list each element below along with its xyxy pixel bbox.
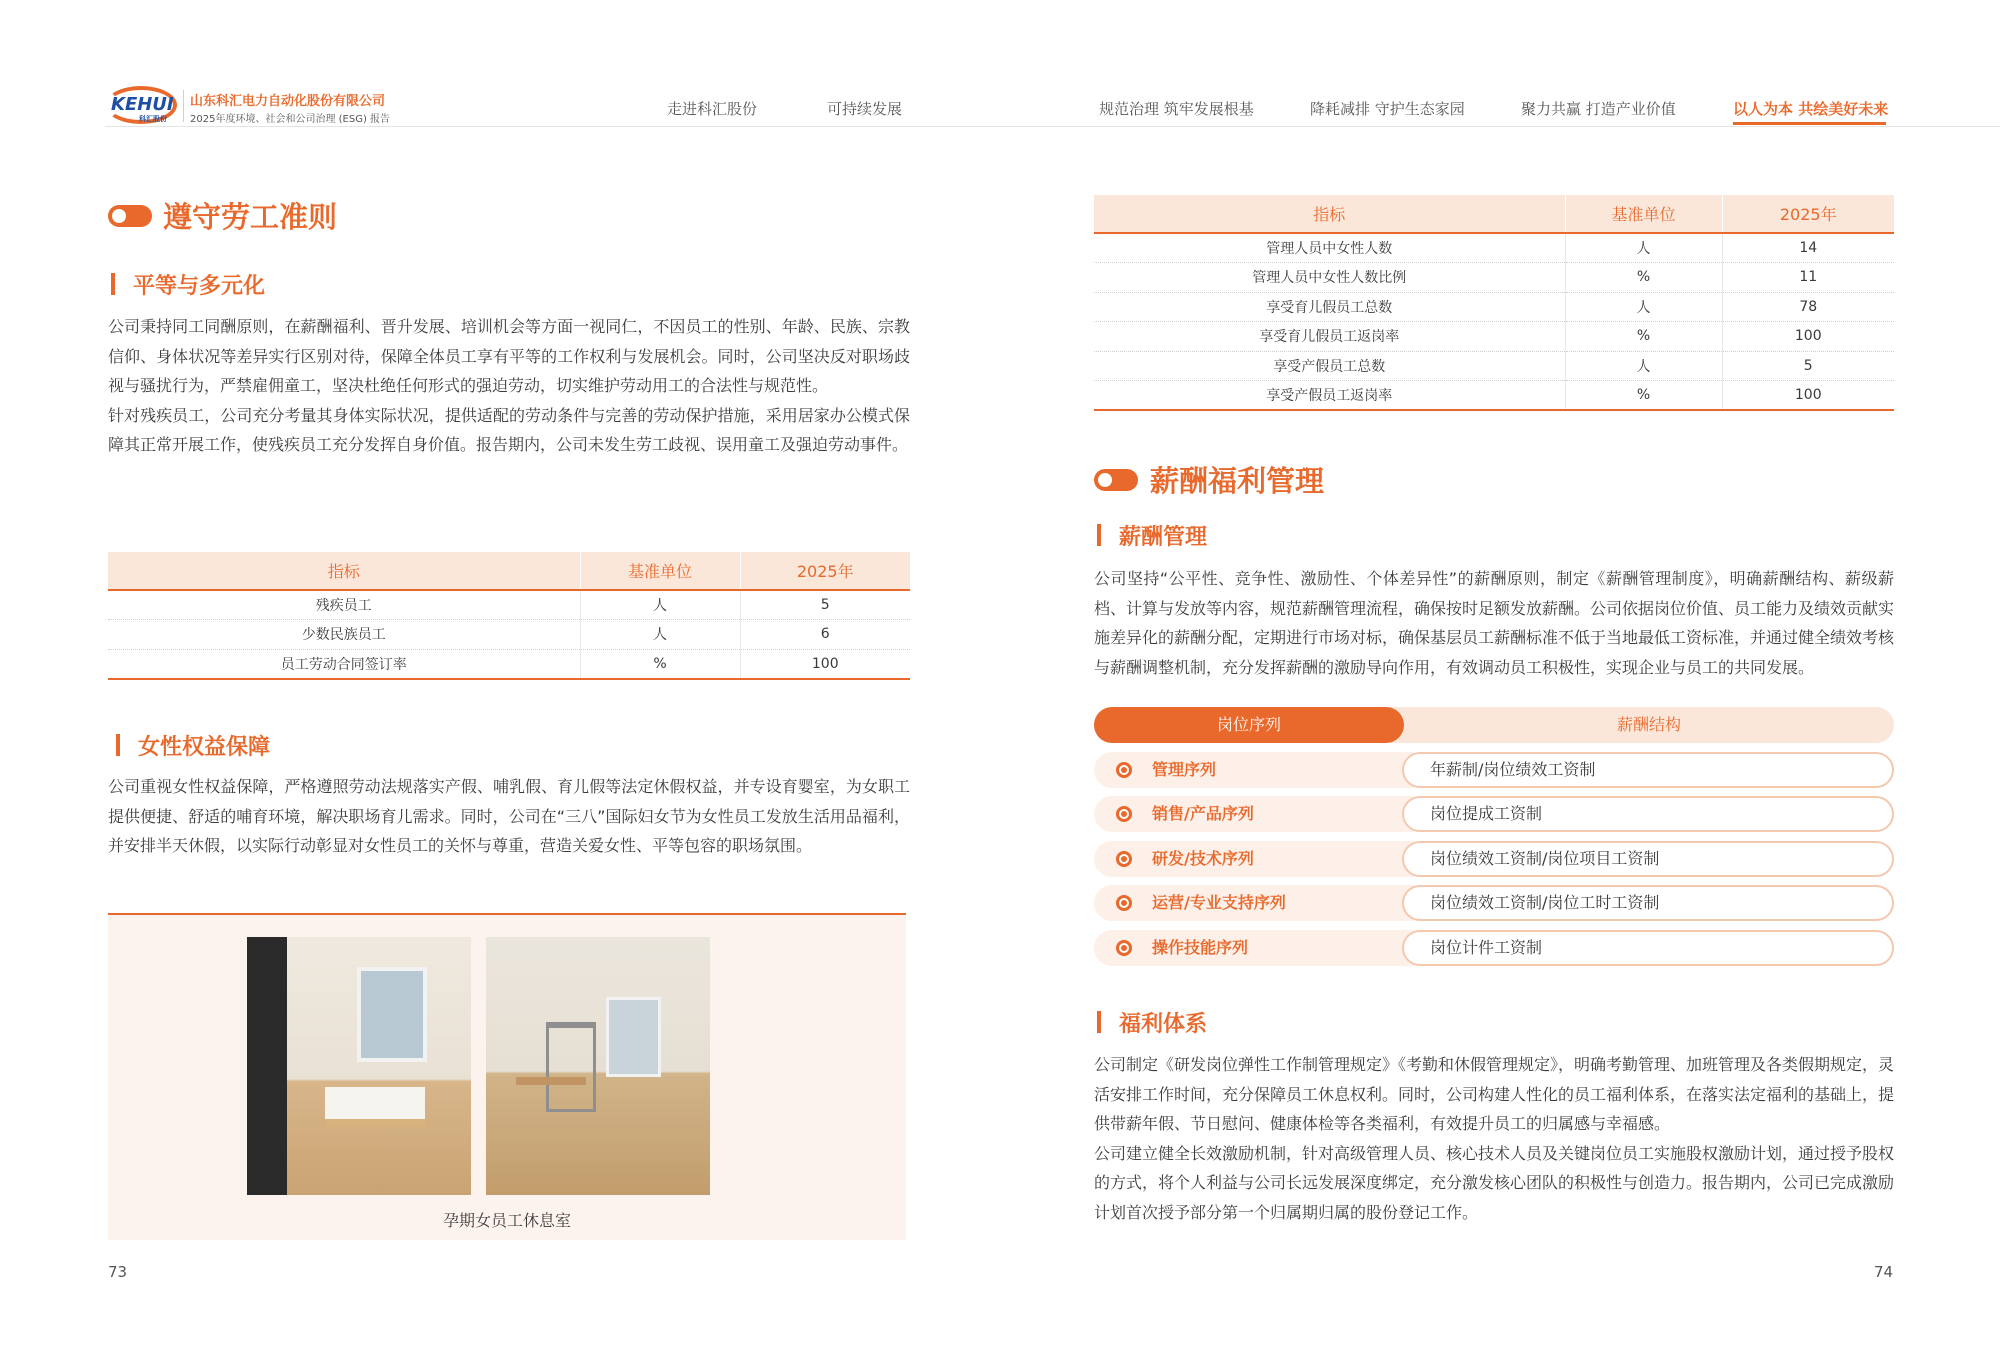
radio-dot-icon xyxy=(1116,806,1132,822)
table-cell: 人 xyxy=(1565,233,1722,263)
table-header-indicator: 指标 xyxy=(1094,195,1565,233)
table-row xyxy=(1094,381,1894,411)
page-number-right: 74 xyxy=(1874,1263,1894,1281)
table-cell: 享受育儿假员工返岗率 xyxy=(1094,322,1565,352)
nav-about[interactable]: 走进科汇股份 xyxy=(667,100,758,118)
table-cell: 78 xyxy=(1722,292,1894,322)
logo-subtext: 科汇股份 xyxy=(139,115,167,123)
table-cell: 享受产假员工总数 xyxy=(1094,351,1565,381)
company-name: 山东科汇电力自动化股份有限公司 xyxy=(190,94,386,109)
table-cell: 14 xyxy=(1722,233,1894,263)
company-logo xyxy=(105,86,177,124)
structure-sequence-cell xyxy=(1094,841,1414,877)
structure-sequence-cell xyxy=(1094,930,1414,966)
photo-caption: 孕期女员工休息室 xyxy=(442,1211,571,1230)
women-paragraph-1: 公司重视女性权益保障，严格遵照劳动法规落实产假、哺乳假、育儿假等法定休假权益，并专设育婴室，为女职工提供便捷、舒适的哺育环境，解决职场育儿需求。同时，公司在“三八”国际妇女节为女性员工发放生活用品福利，并安排半天休假，以实际行动彰显对女性员工的关怀与尊重，营造关爱女性、平等包容的职场氛围。 xyxy=(108,777,910,855)
subsection-bar xyxy=(111,273,115,295)
subsection-title-welfare: 福利体系 xyxy=(1119,1012,1208,1037)
salary-paragraph-1: 公司坚持“公平性、竞争性、激励性、个体差异性”的薪酬原则，制定《薪酬管理制度》，明确薪酬结构、薪级薪档、计算与发放等内容，规范薪酬管理流程，确保按时足额发放薪酬。公司依据岗位价值、员工能力及绩效贡献实施差异化的薪酬分配，定期进行市场对标，确保基层员工薪酬标准不低于当地最低工资标准，并通过健全绩效考核与薪酬调整机制，充分发挥薪酬的激励导向作用，有效调动员工积极性，实现企业与员工的共同发展。 xyxy=(1094,569,1895,677)
table-row xyxy=(108,590,910,620)
radio-dot-icon xyxy=(1116,895,1132,911)
equality-text xyxy=(108,312,910,460)
radio-dot-icon xyxy=(1116,851,1132,867)
section-title-compensation: 薪酬福利管理 xyxy=(1150,464,1325,498)
window-shape xyxy=(606,997,661,1077)
structure-row xyxy=(1094,841,1894,877)
radio-dot-icon xyxy=(1116,762,1132,778)
section-toggle-icon xyxy=(108,205,152,227)
female-staff-table xyxy=(1094,195,1894,411)
table-row xyxy=(108,649,910,679)
table-cell: 残疾员工 xyxy=(108,590,580,620)
nav-industry[interactable]: 聚力共赢 打造产业价值 xyxy=(1521,100,1676,118)
subsection-title-salary: 薪酬管理 xyxy=(1119,525,1208,550)
structure-pay-cell xyxy=(1402,796,1894,832)
table-header-year: 2025年 xyxy=(1722,195,1894,233)
disability-table xyxy=(108,552,910,680)
table-cell: 5 xyxy=(740,590,910,620)
structure-pay-cell xyxy=(1402,841,1894,877)
section-title-labor: 遵守劳工准则 xyxy=(163,200,338,234)
structure-header-sequence: 岗位序列 xyxy=(1094,707,1404,743)
table-row xyxy=(1094,322,1894,352)
table-cell: 人 xyxy=(1565,292,1722,322)
structure-pay-label: 年薪制/岗位绩效工资制 xyxy=(1430,760,1596,779)
salary-structure-header xyxy=(1094,707,1894,743)
structure-pay-cell xyxy=(1402,885,1894,921)
section-toggle-icon xyxy=(1094,469,1138,491)
table-header-indicator: 指标 xyxy=(108,552,580,590)
structure-sequence-cell xyxy=(1094,796,1414,832)
structure-sequence-label: 管理序列 xyxy=(1152,760,1217,779)
women-text xyxy=(108,772,910,861)
nav-sustainability[interactable]: 可持续发展 xyxy=(827,100,903,118)
structure-row xyxy=(1094,885,1894,921)
subsection-bar xyxy=(1097,524,1101,546)
photo-panel xyxy=(108,915,906,1240)
salary-text xyxy=(1094,564,1894,682)
structure-pay-label: 岗位绩效工资制/岗位项目工资制 xyxy=(1430,849,1660,868)
table-cell: 员工劳动合同签订率 xyxy=(108,649,580,679)
table-cell: 100 xyxy=(1722,322,1894,352)
table-cell: 享受育儿假员工总数 xyxy=(1094,292,1565,322)
structure-pay-label: 岗位提成工资制 xyxy=(1430,804,1543,823)
welfare-text xyxy=(1094,1050,1894,1227)
welfare-paragraph-2: 公司建立健全长效激励机制，针对高级管理人员、核心技术人员及关键岗位员工实施股权激励计划，通过授予股权的方式，将个人利益与公司长远发展深度绑定，充分激发核心团队的积极性与创造力。报告期内，公司已完成激励计划首次授予部分第一个归属期归属的股份登记工作。 xyxy=(1094,1143,1895,1222)
subsection-bar xyxy=(116,734,120,756)
structure-header-pay: 薪酬结构 xyxy=(1616,715,1681,734)
table-header-unit: 基准单位 xyxy=(1565,195,1722,233)
equality-paragraph-1: 公司秉持同工同酬原则，在薪酬福利、晋升发展、培训机会等方面一视同仁，不因员工的性别、年龄、民族、宗教信仰、身体状况等差异实行区别对待，保障全体员工享有平等的工作权利与发展机会。同时，公司坚决反对职场歧视与骚扰行为，严禁雇佣童工，坚决杜绝任何形式的强迫劳动，切实维护劳动用工的合法性与规范性。 xyxy=(108,317,910,395)
table-row xyxy=(1094,292,1894,322)
window-shape xyxy=(357,967,427,1062)
structure-row xyxy=(1094,752,1894,788)
table-cell: 5 xyxy=(1722,351,1894,381)
table-cell: 人 xyxy=(1565,351,1722,381)
table-cell: % xyxy=(1565,322,1722,352)
table-row xyxy=(108,620,910,650)
radio-dot-icon xyxy=(1116,940,1132,956)
table-cell: 100 xyxy=(740,649,910,679)
structure-sequence-label: 销售/产品序列 xyxy=(1152,804,1254,823)
structure-sequence-label: 操作技能序列 xyxy=(1152,938,1249,957)
table-row xyxy=(1094,233,1894,263)
structure-sequence-cell xyxy=(1094,885,1414,921)
structure-sequence-label: 运营/专业支持序列 xyxy=(1152,893,1286,912)
table-cell: 管理人员中女性人数 xyxy=(1094,233,1565,263)
table-header-year: 2025年 xyxy=(740,552,910,590)
table-cell: 100 xyxy=(1722,381,1894,411)
table-cell: 人 xyxy=(580,620,740,650)
page-number-left: 73 xyxy=(108,1263,128,1281)
table-cell: % xyxy=(1565,263,1722,293)
table-cell: % xyxy=(1565,381,1722,411)
table-cell: 6 xyxy=(740,620,910,650)
structure-pay-cell xyxy=(1402,930,1894,966)
structure-row xyxy=(1094,796,1894,832)
table-cell: 11 xyxy=(1722,263,1894,293)
table-header-unit: 基准单位 xyxy=(580,552,740,590)
equality-paragraph-2: 针对残疾员工，公司充分考量其身体实际状况，提供适配的劳动条件与完善的劳动保护措施，采用居家办公模式保障其正常开展工作，使残疾员工充分发挥自身价值。报告期内，公司未发生劳工歧视、误用童工及强迫劳动事件。 xyxy=(108,405,910,454)
nav-people[interactable]: 以人为本 共绘美好未来 xyxy=(1733,100,1889,118)
bed-shape xyxy=(325,1087,425,1127)
rest-room-photo-2 xyxy=(486,937,710,1195)
logo-divider xyxy=(183,90,184,122)
table-cell: 享受产假员工返岗率 xyxy=(1094,381,1565,411)
table-cell: 管理人员中女性人数比例 xyxy=(1094,263,1565,293)
table-cell: 人 xyxy=(580,590,740,620)
table-cell: 少数民族员工 xyxy=(108,620,580,650)
table-row xyxy=(1094,263,1894,293)
welfare-paragraph-1: 公司制定《研发岗位弹性工作制管理规定》《考勤和休假管理规定》，明确考勤管理、加班管理及各类假期规定，灵活安排工作时间，充分保障员工休息权利。同时，公司构建人性化的员工福利体系，在落实法定福利的基础上，提供带薪年假、节日慰问、健康体检等各类福利，有效提升员工的归属感与幸福感。 xyxy=(1094,1055,1895,1133)
structure-pay-label: 岗位绩效工资制/岗位工时工资制 xyxy=(1430,893,1660,912)
structure-pay-cell xyxy=(1402,752,1894,788)
table-row xyxy=(1094,351,1894,381)
structure-sequence-cell xyxy=(1094,752,1414,788)
bunk-bed-shape xyxy=(546,1022,596,1112)
logo-text: KEHUI xyxy=(111,94,174,115)
door-shape xyxy=(247,937,287,1195)
structure-sequence-label: 研发/技术序列 xyxy=(1152,849,1254,868)
nav-governance[interactable]: 规范治理 筑牢发展根基 xyxy=(1099,100,1254,118)
subsection-title-equality: 平等与多元化 xyxy=(133,274,266,299)
structure-row xyxy=(1094,930,1894,966)
rest-room-photo-1 xyxy=(247,937,471,1195)
desk-shape xyxy=(516,1077,586,1085)
subsection-title-women: 女性权益保障 xyxy=(138,735,271,760)
report-name: 2025年度环境、社会和公司治理 (ESG) 报告 xyxy=(190,114,391,125)
nav-environment[interactable]: 降耗减排 守护生态家园 xyxy=(1310,100,1465,118)
structure-pay-label: 岗位计件工资制 xyxy=(1430,938,1543,957)
page-header xyxy=(0,0,2000,128)
subsection-bar xyxy=(1097,1011,1101,1033)
nav-active-underline xyxy=(1733,122,1886,125)
header-divider xyxy=(105,126,2000,127)
table-cell: % xyxy=(580,649,740,679)
